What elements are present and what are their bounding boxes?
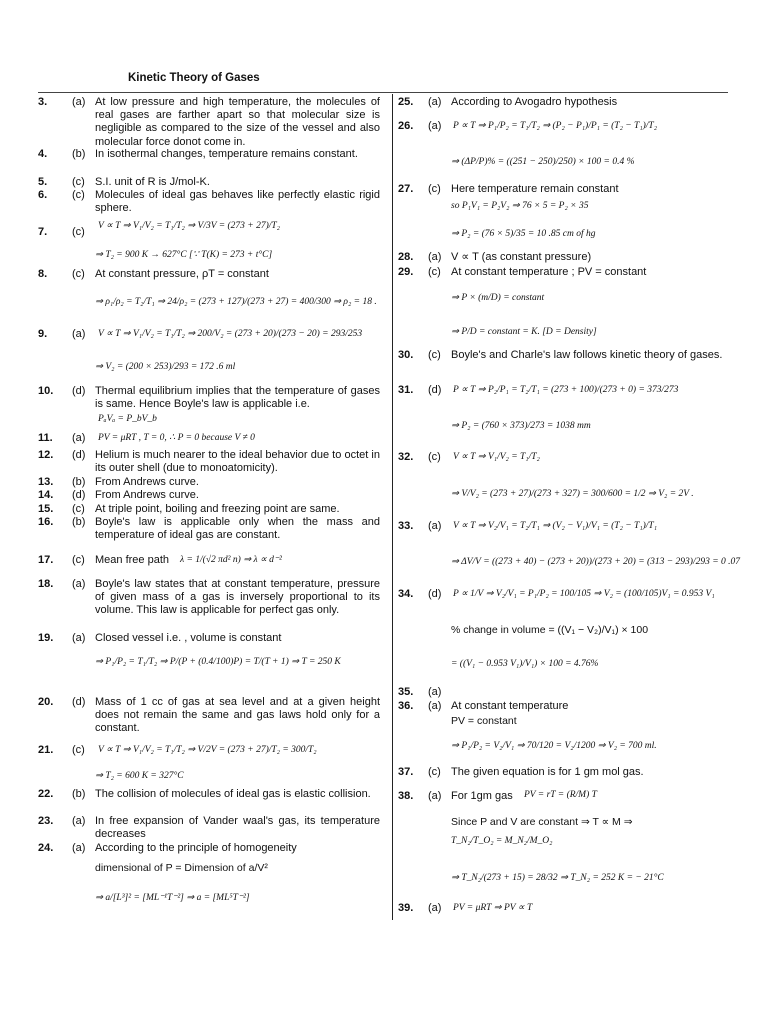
equation-27b: ⇒ P₂ = (76 × 5)/35 = 10 .85 cm of hg bbox=[451, 229, 596, 239]
answer-27: 27. (c) Here temperature remain constant bbox=[398, 183, 619, 195]
answer-5: 5. (c) S.I. unit of R is J/mol-K. bbox=[38, 176, 210, 188]
equation-8: ⇒ ρ₁/ρ₂ = T₂/T₁ ⇒ 24/ρ₂ = (273 + 127)/(273 + 27) = 400/300 ⇒ ρ₂ = 18 . bbox=[95, 297, 377, 307]
answer-35: 35. (a) bbox=[398, 686, 442, 698]
answer-9: 9. (a) bbox=[38, 328, 86, 340]
answer-29: 29. (c) At constant temperature ; PV = constant bbox=[398, 266, 647, 278]
answer-19: 19. (a) Closed vessel i.e. , volume is constant bbox=[38, 632, 282, 644]
answer-16: 16. (b) Boyle's law is applicable only when the mass and temperature of ideal gas are constant. bbox=[38, 516, 380, 542]
answer-23: 23. (a) In free expansion of Vander waal's gas, its temperature decreases bbox=[38, 815, 380, 841]
equation-7b: ⇒ T₂ = 900 K → 627°C [∵ T(K) = 273 + t°C] bbox=[95, 250, 273, 260]
answer-39: 39. (a) bbox=[398, 902, 442, 914]
equation-11: PV = μRT , T = 0, ∴ P = 0 because V ≠ 0 bbox=[98, 433, 255, 443]
equation-38c: T_N₂/T_O₂ = M_N₂/M_O₂ bbox=[451, 836, 553, 846]
equation-26a: P ∝ T ⇒ P₁/P₂ = T₁/T₂ ⇒ (P₂ − P₁)/P₁ = (T₂ − T₁)/T₂ bbox=[453, 121, 658, 131]
equation-17: λ = 1/(√2 πd² n) ⇒ λ ∝ d⁻² bbox=[180, 555, 282, 565]
answer-17: 17. (c) Mean free path bbox=[38, 554, 169, 566]
equation-31a: P ∝ T ⇒ P₂/P₁ = T₂/T₁ = (273 + 100)/(273 + 0) = 373/273 bbox=[453, 385, 679, 395]
answer-37: 37. (c) The given equation is for 1 gm mol gas. bbox=[398, 766, 644, 778]
answer-3: 3. (a) At low pressure and high temperature, the molecules of real gases are farther apart so that molecular size is negligible as compared to the size of the vessel and also molecular force donot come in. bbox=[38, 96, 380, 148]
answer-4: 4. (b) In isothermal changes, temperature remains constant. bbox=[38, 148, 358, 160]
equation-39: PV = μRT ⇒ PV ∝ T bbox=[453, 903, 533, 913]
answer-33: 33. (a) bbox=[398, 520, 442, 532]
equation-10: PₐVₐ = P_bV_b bbox=[98, 414, 157, 424]
answer-10: 10. (d) Thermal equilibrium implies that the temperature of gases is same. Hence Boyle's law is applicable i.e. bbox=[38, 385, 380, 411]
answer-13: 13. (b) From Andrews curve. bbox=[38, 476, 199, 488]
equation-34a: P ∝ 1/V ⇒ V₂/V₁ = P₁/P₂ = 100/105 ⇒ V₂ = (100/105)V₁ = 0.953 V₁ bbox=[453, 589, 715, 599]
equation-34c: = ((V₁ − 0.953 V₁)/V₁) × 100 = 4.76% bbox=[451, 659, 599, 669]
equation-27a: so P₁V₁ = P₂V₂ ⇒ 76 × 5 = P₂ × 35 bbox=[451, 201, 589, 211]
equation-7a: V ∝ T ⇒ V₁/V₂ = T₁/T₂ ⇒ V/3V = (273 + 27)/T₂ bbox=[98, 221, 280, 231]
answer-30: 30. (c) Boyle's and Charle's law follows kinetic theory of gases. bbox=[398, 349, 723, 361]
answer-32: 32. (c) bbox=[398, 451, 441, 463]
equation-33a: V ∝ T ⇒ V₂/V₁ = T₂/T₁ ⇒ (V₂ − V₁)/V₁ = (T₂ − T₁)/T₁ bbox=[453, 521, 658, 531]
equation-32b: ⇒ V/V₂ = (273 + 27)/(273 + 327) = 300/600 = 1/2 ⇒ V₂ = 2V . bbox=[451, 489, 694, 499]
answer-24: 24. (a) According to the principle of homogeneity bbox=[38, 842, 297, 854]
equation-21b: ⇒ T₂ = 600 K = 327°C bbox=[95, 771, 184, 781]
equation-29a: ⇒ P × (m/D) = constant bbox=[451, 293, 545, 303]
answer-20: 20. (d) Mass of 1 cc of gas at sea level and at a given height does not remain the same and gas laws hold only for a constant. bbox=[38, 696, 380, 735]
equation-32a: V ∝ T ⇒ V₁/V₂ = T₁/T₂ bbox=[453, 452, 540, 462]
page-title: Kinetic Theory of Gases bbox=[128, 72, 260, 84]
answer-21: 21. (c) bbox=[38, 744, 85, 756]
answer-11: 11. (a) bbox=[38, 432, 86, 444]
answer-12: 12. (d) Helium is much nearer to the ideal behavior due to octet in its outer shell (due to monoatomicity). bbox=[38, 449, 380, 475]
answer-38: 38. (a) For 1gm gas bbox=[398, 790, 513, 802]
equation-26b: ⇒ (ΔP/P)% = ((251 − 250)/250) × 100 = 0.4 % bbox=[451, 157, 635, 167]
header-rule bbox=[38, 92, 728, 93]
equation-29b: ⇒ P/D = constant = K. [D = Density] bbox=[451, 327, 597, 337]
equation-38b: Since P and V are constant ⇒ T ∝ M ⇒ bbox=[451, 816, 633, 828]
answer-15: 15. (c) At triple point, boiling and freezing point are same. bbox=[38, 503, 340, 515]
column-divider bbox=[392, 94, 393, 920]
answer-28: 28. (a) V ∝ T (as constant pressure) bbox=[398, 251, 592, 263]
answer-6: 6. (c) Molecules of ideal gas behaves like perfectly elastic rigid sphere. bbox=[38, 189, 380, 215]
answer-25: 25. (a) According to Avogadro hypothesis bbox=[398, 96, 618, 108]
equation-24a: dimensional of P = Dimension of a/V² bbox=[95, 862, 268, 874]
equation-38d: ⇒ T_N₂/(273 + 15) = 28/32 ⇒ T_N₂ = 252 K = − 21°C bbox=[451, 873, 664, 883]
answer-14: 14. (d) From Andrews curve. bbox=[38, 489, 199, 501]
answer-7: 7. (c) bbox=[38, 226, 85, 238]
answer-26: 26. (a) bbox=[398, 120, 442, 132]
equation-9b: ⇒ V₂ = (200 × 253)/293 = 172 .6 ml bbox=[95, 362, 236, 372]
equation-36b: ⇒ P₁/P₂ = V₂/V₁ ⇒ 70/120 = V₂/1200 ⇒ V₂ = 700 ml. bbox=[451, 741, 657, 751]
answer-22: 22. (b) The collision of molecules of ideal gas is elastic collision. bbox=[38, 788, 371, 800]
equation-21a: V ∝ T ⇒ V₁/V₂ = T₁/T₂ ⇒ V/2V = (273 + 27)/T₂ = 300/T₂ bbox=[98, 745, 317, 755]
answer-8: 8. (c) At constant pressure, ρT = constant bbox=[38, 268, 269, 280]
equation-19: ⇒ P₁/P₂ = T₁/T₂ ⇒ P/(P + (0.4/100)P) = T/(T + 1) ⇒ T = 250 K bbox=[95, 657, 341, 667]
equation-33b: ⇒ ΔV/V = ((273 + 40) − (273 + 20))/(273 + 20) = (313 − 293)/293 = 0 .07 bbox=[451, 557, 741, 567]
answer-36: 36. (a) At constant temperature bbox=[398, 700, 569, 712]
equation-34b: % change in volume = ((V₁ − V₂)/V₁) × 100 bbox=[451, 624, 649, 636]
answer-34: 34. (d) bbox=[398, 588, 442, 600]
equation-36a: PV = constant bbox=[451, 715, 517, 727]
equation-9a: V ∝ T ⇒ V₁/V₂ = T₁/T₂ ⇒ 200/V₂ = (273 + 20)/(273 − 20) = 293/253 bbox=[98, 329, 363, 339]
equation-31b: ⇒ P₂ = (760 × 373)/273 = 1038 mm bbox=[451, 421, 591, 431]
answer-31: 31. (d) bbox=[398, 384, 442, 396]
answer-18: 18. (a) Boyle's law states that at constant temperature, pressure of given mass of a gas is inversely proportional to its volume. This law is applicable for perfect gas only. bbox=[38, 578, 380, 617]
equation-38a: PV = rT = (R/M) T bbox=[524, 790, 597, 800]
equation-24b: ⇒ a/[L³]² = [ML⁻¹T⁻²] ⇒ a = [ML⁵T⁻²] bbox=[95, 893, 250, 903]
